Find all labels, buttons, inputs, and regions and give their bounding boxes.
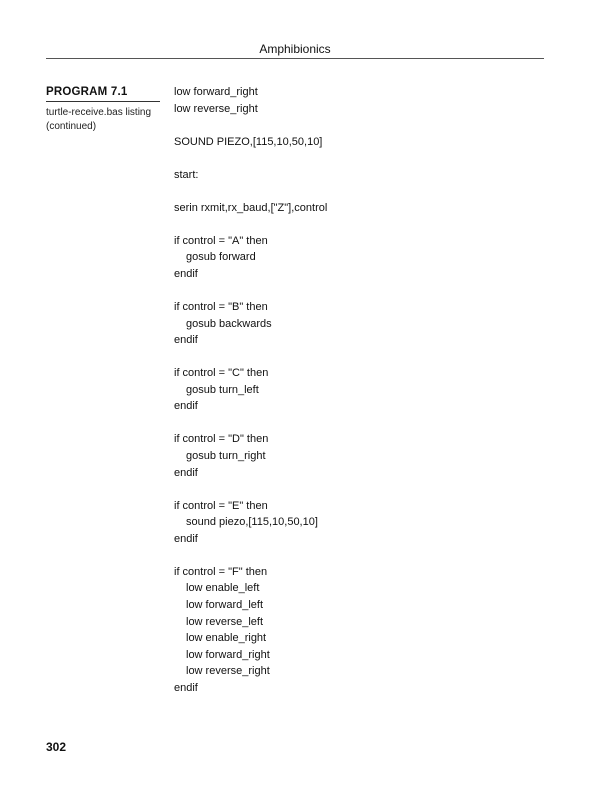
code-line: SOUND PIEZO,[115,10,50,10] [174,135,323,148]
page-number: 302 [46,740,67,754]
code-line: gosub forward [186,251,256,264]
code-line: if control = "A" then [174,234,268,247]
code-line: gosub backwards [186,317,272,330]
blank-line [174,150,544,167]
code-line: if control = "B" then [174,301,268,314]
code-line: if control = "E" then [174,499,268,512]
code-line: low reverse_left [186,615,264,628]
code-line: endif [174,466,198,479]
blank-line [174,547,544,564]
blank-line [174,183,544,200]
program-caption: turtle-receive.bas listing (continued) [46,107,152,132]
code-line: if control = "D" then [174,433,269,446]
code-line: endif [174,334,198,347]
blank-line [174,349,544,366]
running-head: Amphibionics [259,42,331,56]
code-line: endif [174,268,198,281]
code-line: gosub turn_left [186,383,259,396]
blank-line [174,216,544,233]
blank-line [174,415,544,432]
program-label: PROGRAM 7.1 [46,86,128,98]
blank-line [174,481,544,498]
code-line: low forward_right [186,648,270,661]
code-line: endif [174,400,198,413]
code-listing [174,84,544,696]
code-line: low reverse_right [174,102,258,115]
code-line: gosub turn_right [186,450,266,463]
program-sidebar [46,86,160,134]
code-line: low reverse_right [186,665,270,678]
blank-line [174,117,544,134]
program-label-rule [46,101,160,102]
code-line: endif [174,532,198,545]
code-line: low enable_left [186,582,260,595]
code-line: low forward_right [174,86,258,98]
code-line: if control = "C" then [174,367,269,380]
code-line: low forward_left [186,598,264,611]
code-line: serin rxmit,rx_baud,["Z"],control [174,201,328,214]
code-line: sound piezo,[115,10,50,10] [186,516,318,529]
header-rule [46,58,544,59]
code-line: start: [174,168,199,181]
code-line: low enable_right [186,632,267,645]
code-line: endif [174,681,198,694]
code-line: if control = "F" then [174,565,268,578]
blank-line [174,283,544,300]
